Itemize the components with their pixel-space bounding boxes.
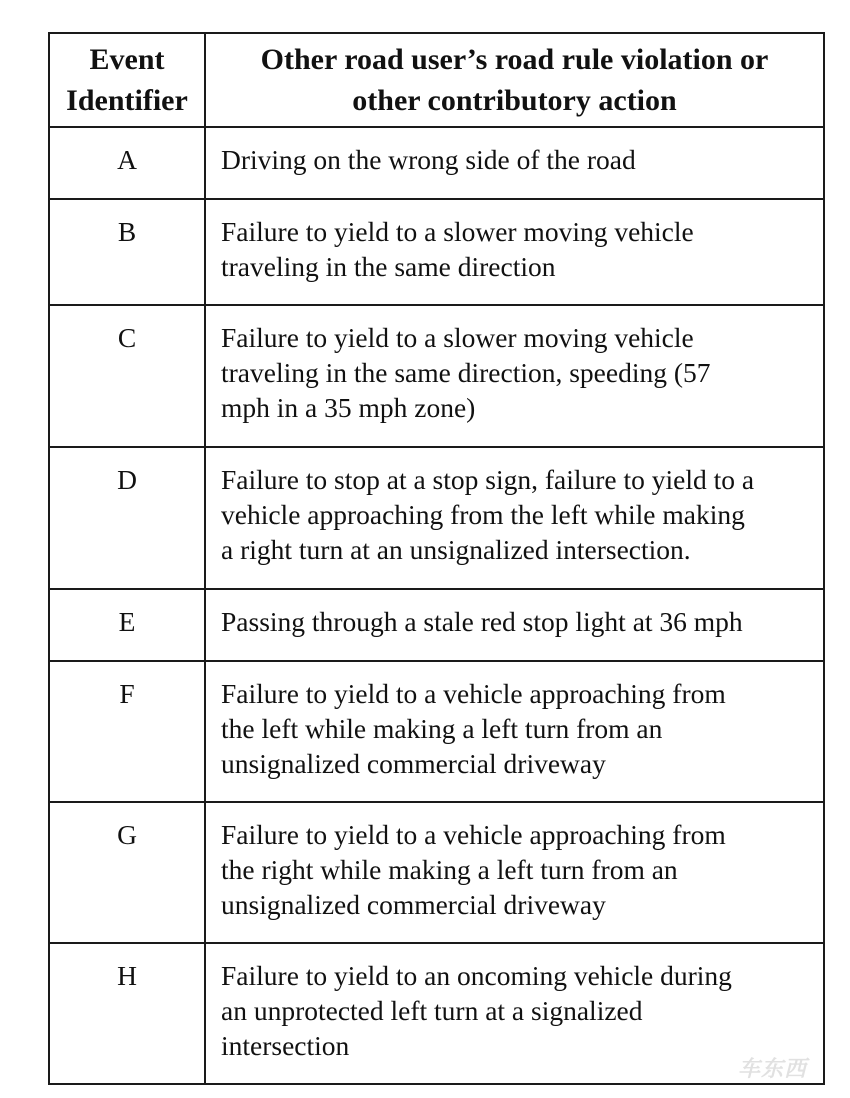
table-row-c	[49, 305, 824, 447]
description-line: Failure to yield to a slower moving vehicle	[221, 216, 694, 247]
description-line: mph in a 35 mph zone)	[221, 392, 476, 423]
violation-description-cell	[205, 661, 824, 802]
violations-table	[48, 32, 825, 1085]
violation-description-cell	[205, 305, 824, 447]
description-line: traveling in the same direction	[221, 251, 556, 282]
event-id-cell: C	[49, 305, 205, 447]
event-id-cell: H	[49, 943, 205, 1084]
table-row-h	[49, 943, 824, 1084]
violation-description-cell	[205, 943, 824, 1084]
violation-description-cell	[205, 802, 824, 943]
violation-description-cell	[205, 199, 824, 305]
description-line: traveling in the same direction, speeding (57	[221, 357, 711, 388]
event-id-cell: D	[49, 447, 205, 589]
description-line: Failure to yield to a vehicle approaching from	[221, 819, 726, 850]
description-line: intersection	[221, 1030, 350, 1061]
header-row	[49, 33, 824, 127]
description-line: Driving on the wrong side of the road	[221, 144, 636, 175]
description-line: a right turn at an unsignalized intersection.	[221, 534, 691, 565]
header-violation-action	[205, 33, 824, 127]
description-line: an unprotected left turn at a signalized	[221, 995, 643, 1026]
description-line: Failure to stop at a stop sign, failure to yield to a	[221, 464, 755, 495]
table-body	[49, 127, 824, 1084]
violation-description-cell	[205, 127, 824, 199]
table-row-f	[49, 661, 824, 802]
description-line: Passing through a stale red stop light at 36 mph	[221, 606, 743, 637]
description-line: Failure to yield to a slower moving vehicle	[221, 322, 694, 353]
event-id-cell: A	[49, 127, 205, 199]
description-line: the right while making a left turn from an	[221, 854, 678, 885]
header-violation-action-line-1: Other road user’s road rule violation or	[260, 43, 769, 76]
table-row-e	[49, 589, 824, 661]
event-id-cell: E	[49, 589, 205, 661]
header-event-identifier-line-2: Identifier	[66, 84, 188, 117]
header-event-identifier-line-1: Event	[89, 43, 165, 76]
header-event-identifier	[49, 33, 205, 127]
description-line: Failure to yield to an oncoming vehicle during	[221, 960, 732, 991]
table-row-d	[49, 447, 824, 589]
description-line: the left while making a left turn from an	[221, 713, 663, 744]
table-row-b	[49, 199, 824, 305]
table-header	[49, 33, 824, 127]
event-id-cell: B	[49, 199, 205, 305]
watermark-logo: 车东西	[738, 1057, 808, 1082]
table-row-g	[49, 802, 824, 943]
description-line: unsignalized commercial driveway	[221, 889, 606, 920]
table-row-a	[49, 127, 824, 199]
event-id-cell: F	[49, 661, 205, 802]
violations-table-container	[48, 32, 823, 1085]
description-line: unsignalized commercial driveway	[221, 748, 606, 779]
event-id-cell: G	[49, 802, 205, 943]
violation-description-cell	[205, 447, 824, 589]
description-line: vehicle approaching from the left while making	[221, 499, 745, 530]
description-line: Failure to yield to a vehicle approaching from	[221, 678, 726, 709]
header-violation-action-line-2: other contributory action	[352, 84, 677, 117]
violation-description-cell	[205, 589, 824, 661]
